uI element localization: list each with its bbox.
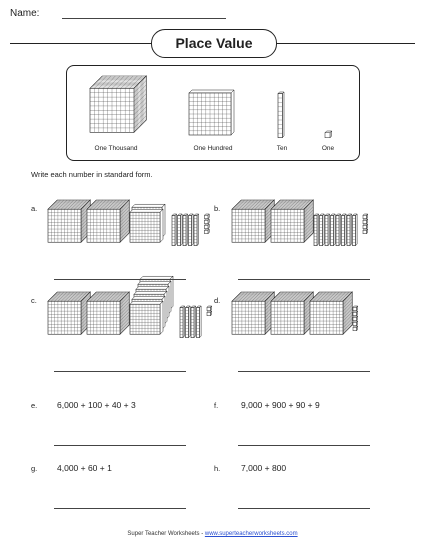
problem-c-ten-rod bbox=[197, 306, 202, 338]
problem-b-thousand-cube bbox=[232, 200, 274, 242]
problem-a-one-unit bbox=[205, 214, 210, 219]
problem-d-thousand-cube bbox=[271, 292, 313, 334]
problem-a-ten-rod bbox=[172, 214, 177, 246]
problem-a-thousand-cube bbox=[48, 200, 90, 242]
problem-c-one-unit bbox=[207, 306, 212, 311]
problem-d-thousand-cube bbox=[310, 292, 352, 334]
problem-f-expression: 9,000 + 900 + 90 + 9 bbox=[241, 400, 320, 410]
problem-c-thousand-cube bbox=[87, 292, 129, 334]
answer-line-f[interactable] bbox=[238, 445, 370, 446]
name-label: Name: bbox=[10, 8, 40, 19]
problem-b-ten-rod bbox=[342, 214, 347, 246]
problem-a-ten-rod bbox=[178, 214, 183, 246]
problem-a-ten-rod bbox=[194, 214, 199, 246]
problem-c-letter: c. bbox=[31, 296, 37, 305]
page-title: Place Value bbox=[151, 29, 277, 58]
problem-c-one-unit bbox=[207, 311, 212, 316]
answer-line-a[interactable] bbox=[54, 279, 186, 280]
problem-b-one-unit bbox=[363, 229, 368, 234]
problem-g-expression: 4,000 + 60 + 1 bbox=[57, 463, 112, 473]
legend-hundred-label: One Hundred bbox=[193, 145, 233, 152]
problem-b-ten-rod bbox=[325, 214, 330, 246]
problem-e-expression: 6,000 + 100 + 40 + 3 bbox=[57, 400, 136, 410]
problem-h-letter: h. bbox=[214, 464, 221, 473]
problem-a-ten-rod bbox=[189, 214, 194, 246]
answer-line-h[interactable] bbox=[238, 508, 370, 509]
footer bbox=[0, 531, 425, 537]
problem-b-ten-rod bbox=[320, 214, 325, 246]
problem-b-one-unit bbox=[363, 219, 368, 224]
answer-line-g[interactable] bbox=[54, 508, 186, 509]
problem-b-one-unit bbox=[363, 224, 368, 229]
problem-b-ten-rod bbox=[347, 214, 352, 246]
footer-text: Super Teacher Worksheets - bbox=[127, 531, 205, 537]
footer-link[interactable]: www.superteacherworksheets.com bbox=[204, 531, 298, 537]
problem-b-letter: b. bbox=[214, 204, 221, 213]
answer-line-c[interactable] bbox=[54, 371, 186, 372]
problem-b-thousand-cube bbox=[271, 200, 313, 242]
instructions: Write each number in standard form. bbox=[31, 170, 153, 179]
legend-thousand-label: One Thousand bbox=[94, 145, 138, 152]
problem-c-ten-rod bbox=[186, 306, 191, 338]
legend-ten-label: Ten bbox=[276, 145, 288, 152]
problem-f-letter: f. bbox=[214, 401, 219, 410]
problem-d-one-unit bbox=[353, 316, 358, 321]
problem-a-one-unit bbox=[205, 229, 210, 234]
problem-d-letter: d. bbox=[214, 296, 221, 305]
problem-b-one-unit bbox=[363, 214, 368, 219]
problem-b-ten-rod bbox=[331, 214, 336, 246]
problem-a-thousand-cube bbox=[87, 200, 129, 242]
problem-g-letter: g. bbox=[31, 464, 38, 473]
answer-line-d[interactable] bbox=[238, 371, 370, 372]
problem-b-ten-rod bbox=[336, 214, 341, 246]
problem-h-expression: 7,000 + 800 bbox=[241, 463, 287, 473]
problem-d-thousand-cube bbox=[232, 292, 274, 334]
problem-d-one-unit bbox=[353, 311, 358, 316]
problem-c-hundred-flat bbox=[130, 301, 163, 334]
legend-one-label: One bbox=[321, 145, 335, 152]
problem-c-ten-rod bbox=[191, 306, 196, 338]
problem-d-one-unit bbox=[353, 306, 358, 311]
problem-a-letter: a. bbox=[31, 204, 38, 213]
problem-d-one-unit bbox=[353, 326, 358, 331]
problem-b-ten-rod bbox=[314, 214, 319, 246]
answer-line-b[interactable] bbox=[238, 279, 370, 280]
problem-c-thousand-cube bbox=[48, 292, 90, 334]
problem-e-letter: e. bbox=[31, 401, 38, 410]
problem-d-one-unit bbox=[353, 321, 358, 326]
problem-a-one-unit bbox=[205, 224, 210, 229]
answer-line-e[interactable] bbox=[54, 445, 186, 446]
problem-a-hundred-flat bbox=[130, 209, 163, 242]
problem-c-ten-rod bbox=[180, 306, 185, 338]
problem-a-ten-rod bbox=[183, 214, 188, 246]
problem-a-one-unit bbox=[205, 219, 210, 224]
problem-b-ten-rod bbox=[353, 214, 358, 246]
